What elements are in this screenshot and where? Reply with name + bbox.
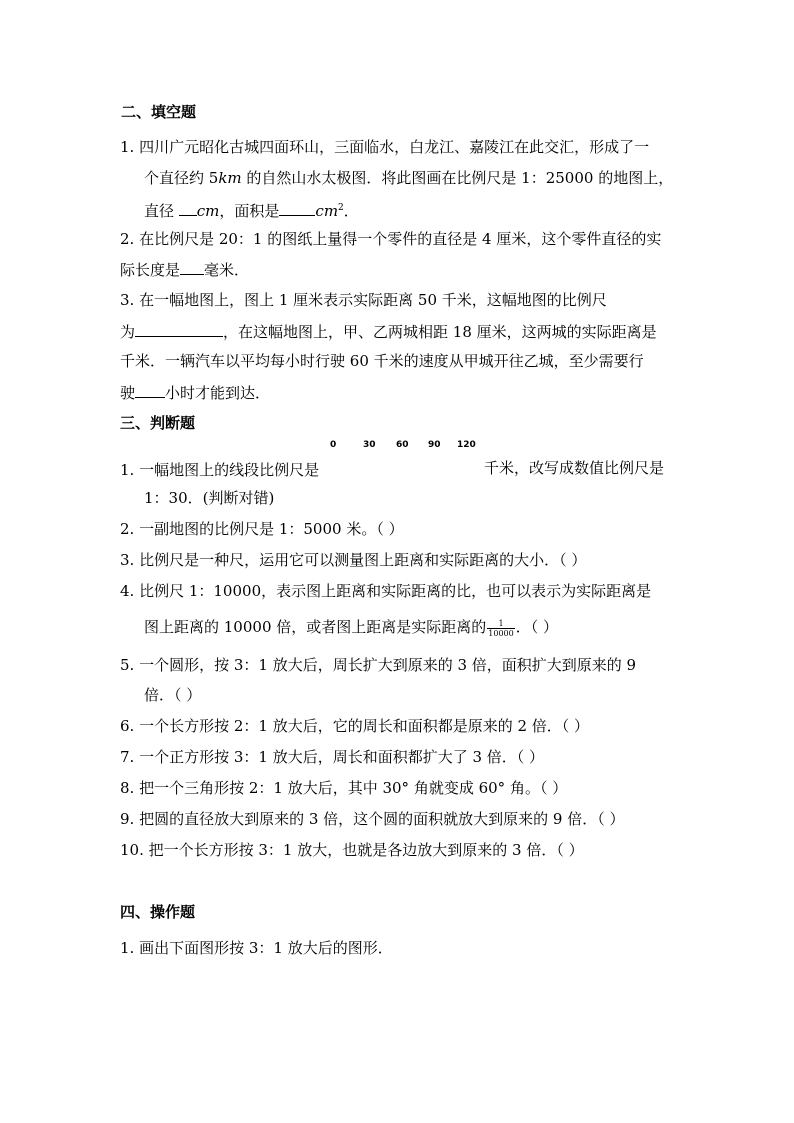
question-2-1-line-1: 1. 四川广元昭化古城四面环山，三面临水，白龙江、嘉陵江在此交汇，形成了一 [120, 138, 650, 156]
question-3-1-line-1b: 千米，改写成数值比例尺是 [484, 459, 665, 477]
section-title-operation: 四、操作题 [120, 903, 196, 921]
question-text: ，在这幅地图上，甲、乙两城相距 18 厘米，这两城的实际距离是 [223, 323, 657, 341]
section-title-true-false: 三、判断题 [120, 414, 196, 432]
scale-tick-label: 90 [428, 440, 441, 450]
question-text: 毫米． [204, 261, 250, 279]
question-text: ． [343, 202, 359, 220]
question-text: 个直径约 5 [144, 169, 219, 187]
question-2-2-line-1: 2. 在比例尺是 20：1 的图纸上量得一个零件的直径是 4 厘米，这个零件直径的实 [120, 230, 662, 248]
unit-cm: cm [196, 202, 220, 220]
fraction-one-ten-thousandth [487, 619, 514, 638]
scale-tick-label: 60 [396, 440, 409, 450]
question-text: ．（ ） [515, 618, 558, 636]
scale-tick-label: 30 [363, 440, 376, 450]
question-2-1-line-2 [144, 169, 673, 187]
question-text: 际长度是 [120, 261, 181, 279]
question-2-1-line-3 [144, 199, 359, 220]
fraction-denominator: 10000 [488, 628, 514, 638]
scale-tick-label: 120 [457, 440, 476, 450]
answer-blank-diameter[interactable] [179, 201, 197, 216]
question-3-1-line-2: 1：30．(判断对错) [144, 489, 275, 507]
question-3-5-line-1: 5. 一个圆形，按 3：1 放大后，周长扩大到原来的 3 倍，面积扩大到原来的 9 [120, 656, 637, 674]
answer-blank-scale[interactable] [135, 322, 223, 337]
question-text: ，面积是 [219, 202, 280, 220]
question-2-3-line-1: 3. 在一幅地图上，图上 1 厘米表示实际距离 50 千米，这幅地图的比例尺 [120, 291, 607, 309]
question-3-9: 9. 把圆的直径放大到原来的 3 倍，这个圆的面积就放大到原来的 9 倍．（ ） [120, 810, 625, 828]
line-scale-bar [326, 440, 482, 470]
fraction-numerator: 1 [487, 619, 514, 629]
question-text: 图上距离的 10000 倍，或者图上距离是实际距离的 [144, 618, 487, 636]
question-3-6: 6. 一个长方形按 2：1 放大后，它的周长和面积都是原来的 2 倍．（ ） [120, 717, 590, 735]
question-2-2-line-2 [120, 260, 249, 279]
question-2-3-line-2 [120, 322, 657, 341]
scale-tick-label: 0 [330, 440, 337, 450]
question-text: 直径 [144, 202, 179, 220]
question-text: 为 [120, 323, 136, 341]
question-text: 驶 [120, 384, 136, 402]
unit-km: km [218, 169, 242, 187]
question-3-4-line-2 [144, 618, 558, 638]
question-text: 的自然山水太极图．将此图画在比例尺是 1：25000 的地图上， [241, 169, 674, 187]
exponent: 2 [338, 203, 344, 213]
question-2-3-line-4 [120, 383, 270, 402]
question-text: 小时才能到达． [165, 384, 271, 402]
question-3-4-line-1: 4. 比例尺 1：10000，表示图上距离和实际距离的比，也可以表示为实际距离是 [120, 582, 652, 600]
question-3-3: 3. 比例尺是一种尺，运用它可以测量图上距离和实际距离的大小．（ ） [120, 551, 587, 569]
section-title-fill-blank: 二、填空题 [121, 103, 197, 121]
unit-cm2: cm [315, 202, 339, 220]
question-3-7: 7. 一个正方形按 3：1 放大后，周长和面积都扩大了 3 倍．（ ） [120, 748, 545, 766]
question-3-10: 10. 把一个长方形按 3：1 放大，也就是各边放大到原来的 3 倍．（ ） [120, 841, 584, 859]
question-3-1-line-1a: 1. 一幅地图上的线段比例尺是 [120, 461, 320, 479]
answer-blank-length[interactable] [180, 260, 204, 275]
answer-blank-area[interactable] [279, 201, 315, 216]
question-3-2: 2. 一副地图的比例尺是 1：5000 米。（ ） [120, 520, 404, 538]
question-4-1: 1. 画出下面图形按 3：1 放大后的图形． [120, 939, 393, 957]
question-3-8: 8. 把一个三角形按 2：1 放大后，其中 30° 角就变成 60° 角。（ ） [120, 779, 568, 797]
question-2-3-line-3: 千米．一辆汽车以平均每小时行驶 60 千米的速度从甲城开往乙城，至少需要行 [120, 352, 644, 370]
answer-blank-hours[interactable] [135, 383, 165, 398]
question-3-5-line-2: 倍．（ ） [144, 686, 202, 704]
